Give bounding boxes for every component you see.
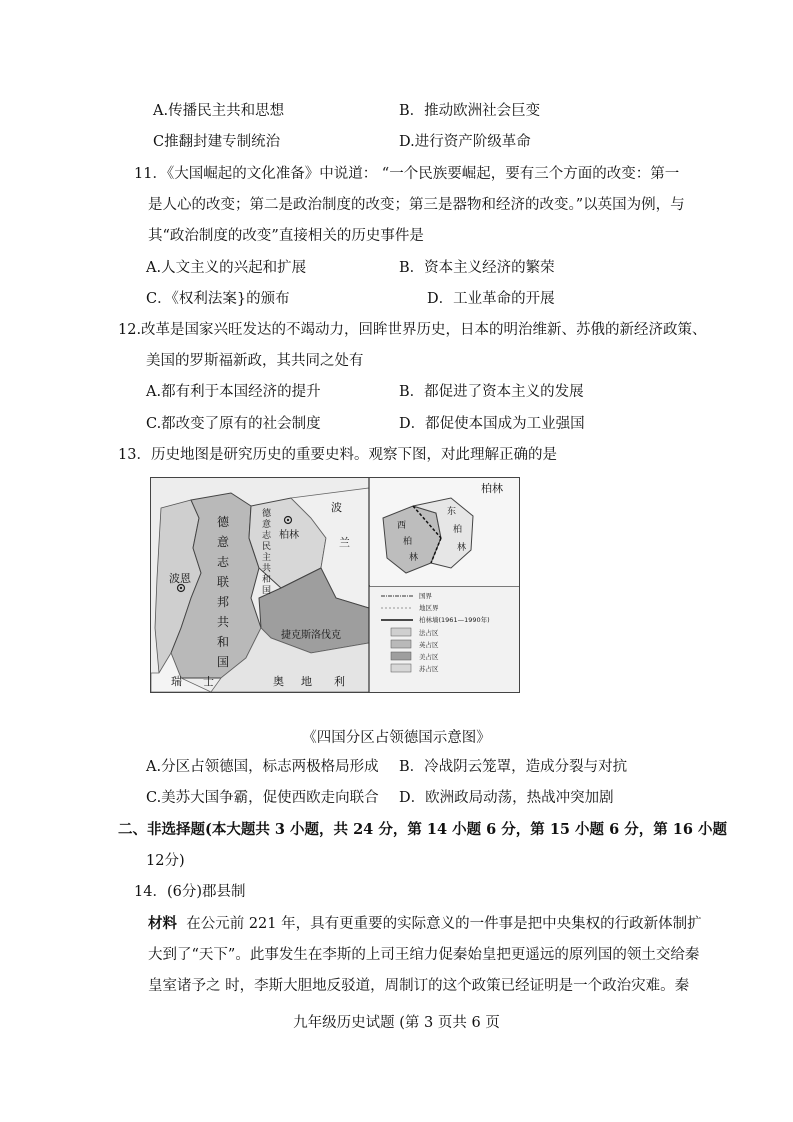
legend-border-text: 国界 xyxy=(419,592,432,600)
wg-char-3: 志 xyxy=(217,555,230,569)
east-berlin-char-3: 林 xyxy=(457,543,467,553)
legend-su-swatch xyxy=(391,664,411,672)
eg-char-5: 主 xyxy=(262,553,272,563)
west-berlin-char-3: 林 xyxy=(409,553,419,563)
bonn-marker-dot xyxy=(180,587,182,589)
legend-us-swatch xyxy=(391,652,411,660)
page-footer: 九年级历史试题 (第 3 页共 6 页 xyxy=(293,1015,500,1031)
west-berlin-char-1: 西 xyxy=(397,521,407,531)
q14-material-line1 xyxy=(148,914,702,934)
q12-option-b: B．都促进了资本主义的发展 xyxy=(399,384,584,400)
austria-label-1: 奥 xyxy=(273,675,284,688)
wg-char-8: 国 xyxy=(217,655,230,669)
q13-option-b: B．冷战阴云笼罩，造成分裂与对抗 xyxy=(399,759,628,775)
wg-char-4: 联 xyxy=(217,575,230,589)
occupation-map-svg xyxy=(151,478,519,692)
occupation-map xyxy=(150,477,520,693)
q11-option-a: A.人文主义的兴起和扩展 xyxy=(146,260,307,276)
q14-material-label: 材料 xyxy=(148,915,177,932)
wg-char-7: 和 xyxy=(217,635,230,649)
legend-fr-swatch xyxy=(391,628,411,636)
q11-option-d: D．工业革命的开展 xyxy=(427,291,555,307)
legend-us-text: 美占区 xyxy=(419,653,439,661)
q11-option-b: B．资本主义经济的繁荣 xyxy=(399,260,555,276)
q14-title: 14．(6分)郡县制 xyxy=(134,884,246,900)
q10-option-c: C推翻封建专制统治 xyxy=(153,134,281,150)
wg-char-1: 德 xyxy=(217,515,230,529)
q11-stem-line3: 其“政治制度的改变”直接相关的历史事件是 xyxy=(148,228,424,244)
q10-option-a: A.传播民主共和思想 xyxy=(153,103,285,119)
q12-option-c: C.都改变了原有的社会制度 xyxy=(146,416,321,432)
q12-option-d: D．都促使本国成为工业强国 xyxy=(399,416,585,432)
legend-fr-text: 法占区 xyxy=(419,629,439,637)
eg-char-3: 志 xyxy=(262,531,272,541)
wg-char-5: 邦 xyxy=(217,595,230,609)
legend-wall-text: 柏林墙(1961—1990年) xyxy=(419,616,490,624)
section2-heading-line2: 12分) xyxy=(146,853,185,869)
berlin-inset-title: 柏林 xyxy=(481,482,503,495)
swiss-label-2: 士 xyxy=(203,675,214,688)
swiss-label-1: 瑞 xyxy=(171,675,182,688)
q13-option-d: D．欧洲政局动荡，热战冲突加剧 xyxy=(399,790,614,806)
q12-stem-line1: 12.改革是国家兴旺发达的不竭动力，回眸世界历史，日本的明治维新、苏俄的新经济政策、 xyxy=(118,322,707,338)
q13-stem: 13．历史地图是研究历史的重要史料。观察下图，对此理解正确的是 xyxy=(118,447,557,463)
q12-option-a: A.都有利于本国经济的提升 xyxy=(146,384,321,400)
eg-char-2: 意 xyxy=(262,520,272,530)
eg-char-1: 德 xyxy=(262,509,272,519)
austria-label-3: 利 xyxy=(334,675,345,688)
q10-option-d: D.进行资产阶级革命 xyxy=(399,134,531,150)
eg-char-8: 国 xyxy=(262,586,272,596)
poland-label-2: 兰 xyxy=(339,536,350,549)
wg-char-2: 意 xyxy=(217,535,230,549)
east-berlin-char-2: 柏 xyxy=(453,525,463,535)
q10-option-b: B．推动欧洲社会巨变 xyxy=(399,103,541,119)
section2-heading-line1: 二、非选择题(本大题共 3 小题，共 24 分，第 14 小题 6 分，第 15 小题 6 分，第 16 小题 xyxy=(118,821,728,838)
map-legend xyxy=(381,591,490,673)
wg-char-6: 共 xyxy=(217,615,230,629)
legend-uk-text: 英占区 xyxy=(419,641,439,649)
legend-uk-swatch xyxy=(391,640,411,648)
q14-material-line2: 大到了“天下”。此事发生在李斯的上司王绾力促秦始皇把更遥远的原列国的领土交给秦 xyxy=(148,947,700,963)
map-caption: 《四国分区占领德国示意图》 xyxy=(302,730,491,746)
q11-stem-line1: 11．《大国崛起的文化准备》中说道： “一个民族要崛起，要有三个方面的改变：第一 xyxy=(134,166,680,182)
eg-char-6: 共 xyxy=(262,564,272,574)
west-berlin-char-2: 柏 xyxy=(403,537,413,547)
eg-char-7: 和 xyxy=(262,575,272,585)
east-berlin-char-1: 东 xyxy=(447,507,457,517)
legend-su-text: 苏占区 xyxy=(419,665,439,673)
eg-char-4: 民 xyxy=(262,542,272,552)
q11-option-c: C．《权利法案}的颁布 xyxy=(146,291,290,307)
bonn-label: 波恩 xyxy=(169,572,191,585)
east-germany-label xyxy=(262,507,272,596)
czechoslovakia-label: 捷克斯洛伐克 xyxy=(281,630,341,641)
q14-material-text1: 在公元前 221 年，具有更重要的实际意义的一件事是把中央集权的行政新体制扩 xyxy=(186,916,702,932)
berlin-marker-dot xyxy=(287,519,289,521)
q12-stem-line2: 美国的罗斯福新政，其共同之处有 xyxy=(146,353,364,369)
berlin-label: 柏林 xyxy=(279,530,299,541)
q13-option-a: A.分区占领德国，标志两极格局形成 xyxy=(146,759,379,775)
legend-region-text: 地区界 xyxy=(419,604,439,612)
austria-label-2: 地 xyxy=(301,675,312,688)
q11-stem-line2: 是人心的改变；第二是政治制度的改变；第三是器物和经济的改变。”以英国为例，与 xyxy=(148,197,685,213)
poland-label-1: 波 xyxy=(331,501,342,514)
q14-material-line3: 皇室诸予之 时，李斯大胆地反驳道，周制订的这个政策已经证明是一个政治灾难。秦 xyxy=(148,978,690,994)
q13-option-c: C.美苏大国争霸，促使西欧走向联合 xyxy=(146,790,379,806)
